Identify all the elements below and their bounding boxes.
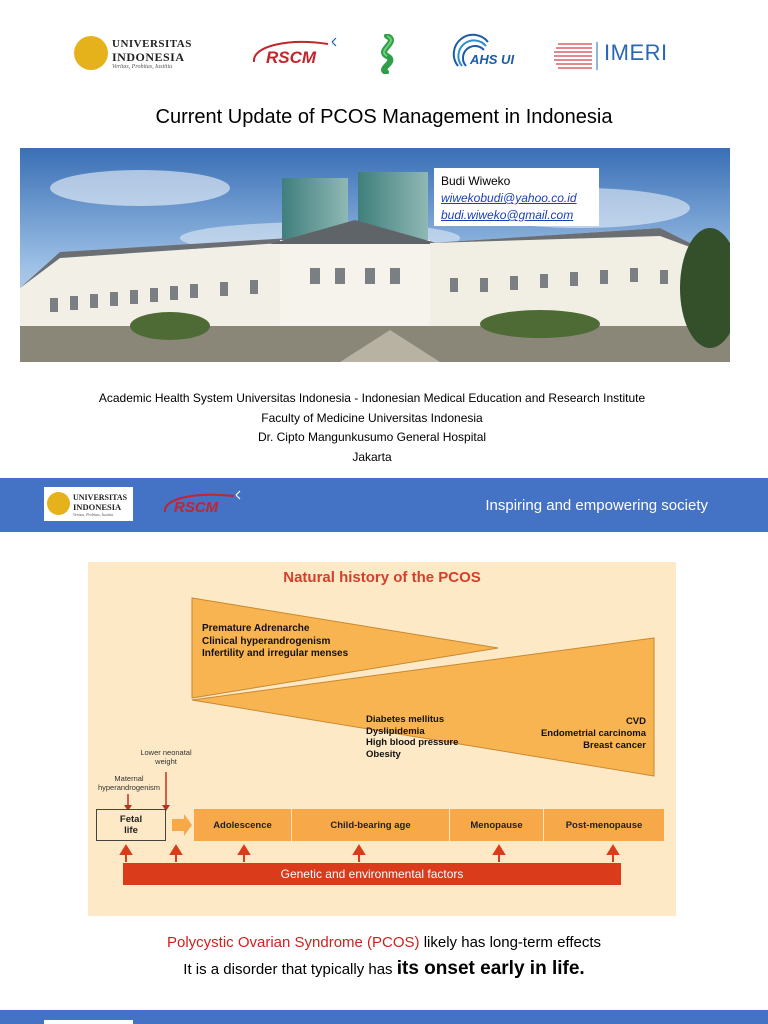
label-dyslipidemia: Dyslipidemia: [366, 725, 425, 737]
upper-triangle-labels: [202, 623, 348, 661]
universitas-indonesia-logo: [44, 1020, 133, 1024]
logo-motto: Veritas, Probitas, Iustitia: [73, 512, 114, 517]
universitas-indonesia-logo: [44, 487, 133, 521]
label-line: Lower neonatal: [140, 748, 192, 757]
label-infertility: Infertility and irregular menses: [202, 648, 349, 659]
label-breast-cancer: Breast cancer: [583, 740, 646, 751]
makara-emblem-icon: [74, 36, 108, 70]
rscm-logo: [160, 490, 244, 520]
affiliation-block: [0, 389, 744, 467]
author-email-gmail[interactable]: budi.wiweko@gmail.com: [441, 208, 574, 222]
affiliation-line: Jakarta: [352, 449, 392, 464]
stage-fetal-life: [96, 809, 166, 841]
rscm-text: RSCM: [266, 48, 317, 67]
label-premature-adrenarche: Premature Adrenarche: [202, 623, 310, 634]
label-high-blood-pressure: High blood pressure: [366, 737, 459, 748]
label-obesity: Obesity: [366, 748, 401, 760]
logo-name-line2: INDONESIA: [112, 50, 185, 64]
label-cvd: CVD: [625, 716, 646, 727]
rscm-logo: [248, 36, 340, 72]
stage-menopause: Menopause: [450, 809, 544, 841]
next-slide-banner-strip: [0, 1010, 768, 1024]
slide-title: Current Update of PCOS Management in Indonesia: [155, 106, 613, 128]
ahs-text: AHS UI: [470, 52, 515, 67]
caption-rest: likely has long-term effects: [419, 934, 602, 951]
stage-label: life: [124, 825, 138, 836]
affiliation-line: Faculty of Medicine Universitas Indonesia: [261, 410, 483, 425]
author-email-yahoo[interactable]: wiwekobudi@yahoo.co.id: [441, 191, 577, 205]
rscm-text: RSCM: [174, 499, 219, 516]
caption-line-2: [0, 958, 768, 980]
caption-line-1: [0, 934, 768, 951]
universitas-indonesia-logo: [74, 34, 194, 74]
label-lower-neonatal-weight: [134, 748, 198, 766]
label-diabetes: Diabetes mellitus: [366, 714, 445, 725]
stage-child-bearing-age: Child-bearing age: [292, 809, 450, 841]
affiliation-line: Academic Health System Universitas Indonesia - Indonesian Medical Education and Research Institute: [98, 391, 646, 405]
banner-tagline: Inspiring and empowering society: [485, 497, 708, 514]
lower-triangle-right-labels: [518, 716, 646, 752]
institution-banner: [0, 478, 768, 532]
imeri-lines-icon: [552, 38, 600, 72]
makara-emblem-icon: [47, 492, 70, 515]
ahs-ui-logo: [452, 32, 522, 76]
genetic-environmental-bar: Genetic and environmental factors: [123, 863, 621, 885]
building-illustration-icon: [20, 148, 730, 362]
logo-motto: Veritas, Probitas, Iustitia: [112, 64, 173, 70]
imeri-logo: [552, 38, 668, 72]
label-clinical-hyperandrogenism: Clinical hyperandrogenism: [202, 635, 331, 647]
label-line: weight: [155, 757, 177, 766]
label-line: hyperandrogenism: [97, 783, 161, 792]
lower-triangle-left-labels: [366, 714, 458, 760]
stage-adolescence: Adolescence: [194, 809, 292, 841]
hospital-building-photo: [20, 148, 730, 362]
caption-emphasis: its onset early in life.: [396, 958, 585, 979]
label-endometrial-carcinoma: Endometrial carcinoma: [540, 728, 646, 739]
affiliation-line: Dr. Cipto Mangunkusumo General Hospital: [257, 430, 487, 444]
ribbon-icon: [372, 34, 402, 74]
label-line: Maternal: [114, 774, 144, 783]
pcos-natural-history-slide: [0, 532, 768, 1010]
logo-name-line1: UNIVERSITAS: [112, 38, 192, 50]
green-ribbon-logo: [372, 34, 402, 74]
stage-post-menopause: Post-menopause: [544, 809, 664, 841]
author-info-box: [434, 168, 599, 226]
caption-start: It is a disorder that typically has: [183, 961, 397, 978]
imeri-text: IMERI: [604, 40, 668, 65]
stage-label: Fetal: [119, 814, 143, 825]
natural-history-figure: [88, 562, 676, 916]
author-name: Budi Wiweko: [441, 174, 511, 188]
logo-name-line2: INDONESIA: [73, 502, 122, 512]
figure-title: Natural history of the PCOS: [283, 569, 481, 586]
title-slide: [0, 0, 768, 478]
logo-name-line1: UNIVERSITAS: [73, 493, 128, 502]
label-maternal-hyperandrogenism: [90, 774, 168, 792]
caption-pcos-term: Polycystic Ovarian Syndrome (PCOS): [166, 934, 420, 951]
